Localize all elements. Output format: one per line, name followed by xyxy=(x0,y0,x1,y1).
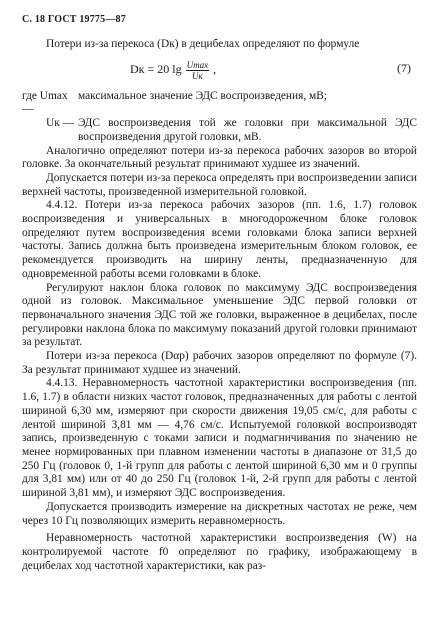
formula-denominator: Uк xyxy=(192,70,203,81)
legend-key: Uк — xyxy=(46,117,74,130)
paragraph: Неравномерность частотной характеристики воспроизведения (W) на контролируемой частоте f0 определяют по графику, изображающему в децибелах ход частотной характеристики, как раз- xyxy=(22,532,417,572)
paragraph: Потери из-за перекоса (Dαр) рабочих зазоров определяют по формуле (7). За результат принимают худшее из значений. xyxy=(22,350,417,376)
legend-key: где Umax — xyxy=(22,89,68,116)
paragraph: 4.4.12. Потери из-за перекоса рабочих зазоров (пп. 1.6, 1.7) головок воспроизведения и универсальных в многодорожечном блоке головок определяют путем воспроизведения всеми головками блока записи верхней частоты. Запись должна быть произведена измерительным блоком головок, ее рекомендуется производить на ширину ленты, предназначенную для одновременной работы всеми головками в блоке. xyxy=(22,199,417,280)
formula-trailing: , xyxy=(213,62,217,77)
legend-text: максимальное значение ЭДС воспроизведения, мВ; xyxy=(78,89,328,102)
document-body xyxy=(22,38,417,573)
paragraph: Потери из-за перекоса (Dк) в децибелах определяют по формуле xyxy=(46,38,360,50)
formula-7 xyxy=(22,54,417,88)
legend-row xyxy=(22,117,417,144)
paragraph: Допускается производить измерение на дискретных частотах не реже, чем через 10 Гц позволяющих измерить неравномерность. xyxy=(22,500,417,527)
paragraph: Регулируют наклон блока головок по максимуму ЭДС воспроизведения одной из головок. Максимальное уменьшение ЭДС первой головки от первоначального значения ЭДС той же головки, выраженное в децибелах, после регулировки наклона блока по максимуму показаний другой головки принимают за результат. xyxy=(22,281,417,349)
formula-lhs: Dк = 20 lg xyxy=(130,62,182,77)
formula-number: (7) xyxy=(397,60,411,75)
formula-expression xyxy=(130,60,216,81)
paragraph: Допускается потери из-за перекоса определять при воспроизведении записи верхней частоты, произведенной измерительной головкой. xyxy=(22,171,417,198)
legend-row xyxy=(22,90,417,117)
paragraph: Аналогично определяют потери из-за перекоса рабочих зазоров во второй головке. За окончательный результат принимают худшее из значений. xyxy=(22,144,417,171)
page-header: С. 18 ГОСТ 19775—87 xyxy=(22,14,126,25)
paragraph: 4.4.13. Неравномерность частотной характеристики воспроизведения (пп. 1.6, 1.7) в области низких частот головок, предназначенных для работы с лентой шириной 6,30 мм, измеряют при скорости движения 19,05 см/с, для работы с лентой шириной 3,81 мм — 4,76 см/с. Испытуемой головкой воспроизводят запись, произведенную с токами записи и подмагничивания по значению не менее нормированных при плавном изменении частоты в диапазоне от 31,5 до 250 Гц (головок 0, 1-й групп для работы с лентой шириной 6,30 мм и 0 группы для 3,81 мм) или от 40 до 250 Гц (головок 1-й, 2-й групп для работы с лентой шириной 3,81 мм), и измеряют ЭДС воспроизведения. xyxy=(22,377,417,500)
formula-numerator: Umax xyxy=(186,59,209,70)
formula-fraction xyxy=(186,60,210,81)
legend-text: ЭДС воспроизведения той же головки при максимальной ЭДС воспроизведения другой головки, мВ. xyxy=(78,117,417,143)
